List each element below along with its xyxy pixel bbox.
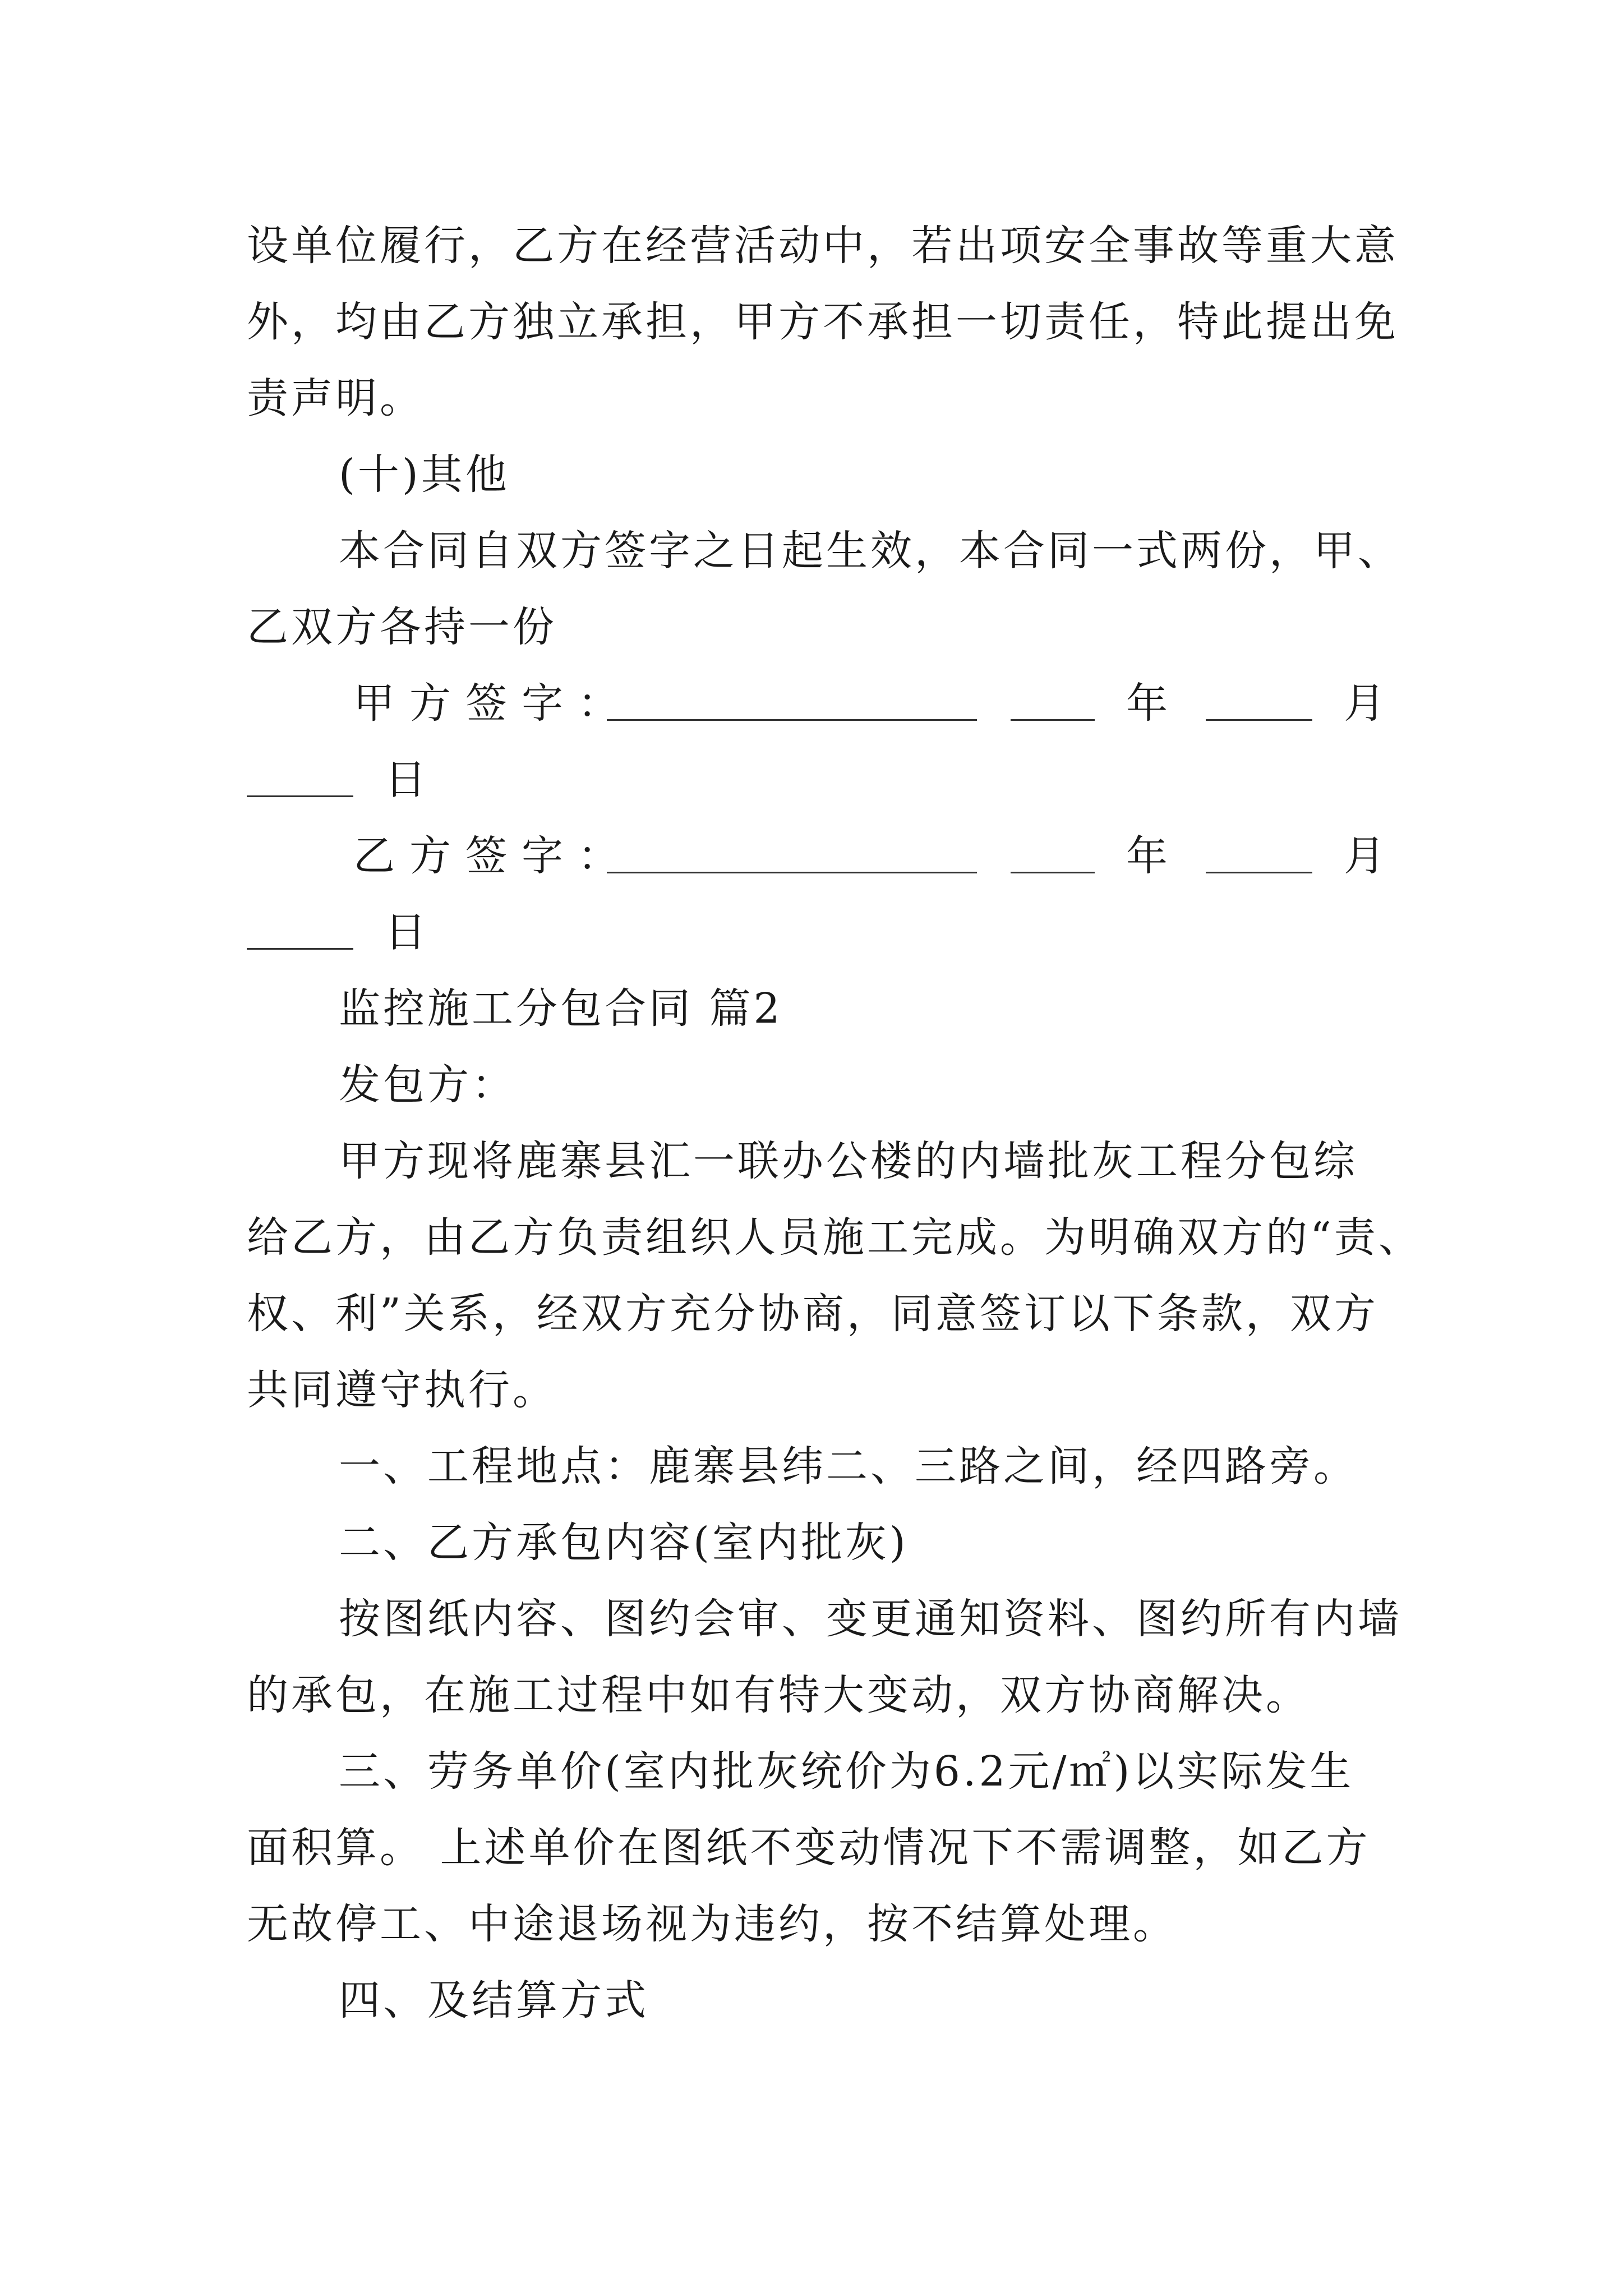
- paragraph-line: 权、利”关系，经双方充分协商，同意签订以下条款，双方: [247, 1290, 1378, 1338]
- clause-item-2: 二、乙方承包内容(室内批灰): [339, 1519, 909, 1567]
- issuer-label: 发包方：: [339, 1061, 516, 1109]
- party-b-year-blank: [1011, 872, 1095, 873]
- month-unit: 月: [1344, 679, 1385, 728]
- year-unit: 年: [1126, 679, 1168, 728]
- day-unit: 日: [385, 908, 426, 956]
- paragraph-line: 按图纸内容、图约会审、变更通知资料、图约所有内墙: [339, 1595, 1402, 1643]
- paragraph-line: 无故停工、中途退场视为违约，按不结算处理。: [247, 1900, 1177, 1948]
- party-a-signature-label: 甲方签字：: [353, 679, 634, 728]
- document-title: 监控施工分包合同 篇2: [339, 984, 783, 1033]
- party-b-name-blank: [607, 872, 977, 873]
- clause-item-1: 一、工程地点：鹿寨县纬二、三路之间，经四路旁。: [339, 1442, 1358, 1490]
- day-unit: 日: [385, 756, 426, 804]
- party-a-name-blank: [607, 719, 977, 721]
- paragraph-line: 共同遵守执行。: [247, 1366, 557, 1414]
- paragraph-line: 甲方现将鹿寨县汇一联办公楼的内墙批灰工程分包综: [339, 1137, 1358, 1185]
- paragraph-line: 责声明。: [247, 374, 424, 422]
- party-b-month-blank: [1206, 872, 1312, 873]
- paragraph-line: 的承包，在施工过程中如有特大变动，双方协商解决。: [247, 1671, 1310, 1719]
- party-a-year-blank: [1011, 719, 1095, 721]
- clause-item-4: 四、及结算方式: [339, 1976, 649, 2024]
- month-unit: 月: [1344, 832, 1385, 880]
- paragraph-line: 乙双方各持一份: [247, 603, 557, 651]
- section-heading-other: (十)其他: [339, 450, 510, 499]
- party-b-signature-label: 乙方签字：: [353, 832, 634, 880]
- paragraph-line: 设单位履行，乙方在经营活动中，若出项安全事故等重大意: [247, 222, 1399, 270]
- paragraph-line: 给乙方，由乙方负责组织人员施工完成。为明确双方的“责、: [247, 1213, 1423, 1262]
- party-a-day-blank: [247, 795, 353, 797]
- paragraph-line: 外，均由乙方独立承担，甲方不承担一切责任，特此提出免: [247, 298, 1399, 346]
- party-b-day-blank: [247, 948, 353, 950]
- year-unit: 年: [1126, 832, 1168, 880]
- party-a-month-blank: [1206, 719, 1312, 721]
- paragraph-line: 面积算。 上述单价在图纸不变动情况下不需调整，如乙方: [247, 1824, 1371, 1872]
- clause-item-3: 三、劳务单价(室内批灰统价为6.2元/㎡)以实际发生: [339, 1747, 1354, 1796]
- paragraph-line: 本合同自双方签字之日起生效，本合同一式两份，甲、: [339, 527, 1402, 575]
